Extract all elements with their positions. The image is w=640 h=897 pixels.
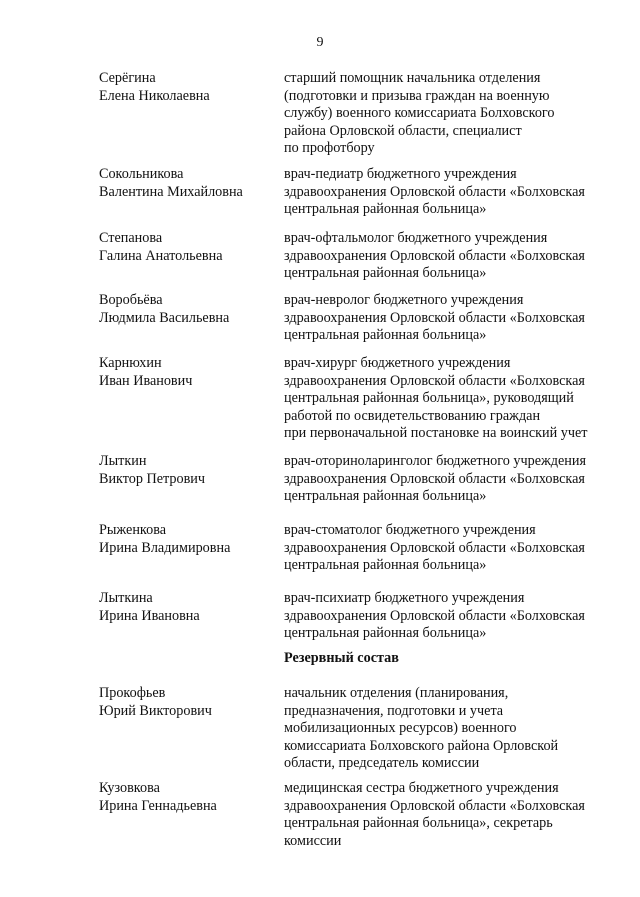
role-line: центральная районная больница»	[284, 625, 487, 642]
member-surname: Воробьёва	[99, 292, 163, 308]
member-surname: Карнюхин	[99, 355, 162, 371]
page-number: 9	[316, 35, 324, 50]
role-line: здравоохранения Орловской области «Болховская	[284, 309, 585, 326]
role-line: врач-невролог бюджетного учреждения	[284, 292, 524, 308]
member-name	[99, 230, 279, 265]
role-line: врач-стоматолог бюджетного учреждения	[284, 522, 536, 538]
member-name	[99, 292, 279, 327]
member-surname: Прокофьев	[99, 685, 166, 701]
member-name	[99, 166, 279, 201]
role-line: центральная районная больница», руководящий	[284, 390, 574, 407]
member-surname: Лыткин	[99, 453, 147, 469]
member-role	[284, 230, 624, 283]
member-given-names: Ирина Ивановна	[99, 607, 200, 624]
member-surname: Сокольникова	[99, 166, 184, 182]
role-line: (подготовки и призыва граждан на военную	[284, 87, 550, 104]
member-role	[284, 453, 624, 506]
member-given-names: Юрий Викторович	[99, 702, 212, 719]
role-line: комиссариата Болховского района Орловской	[284, 737, 559, 754]
member-given-names: Иван Иванович	[99, 372, 193, 389]
role-line: здравоохранения Орловской области «Болховская	[284, 372, 585, 389]
member-surname: Кузовкова	[99, 780, 160, 796]
member-surname: Рыженкова	[99, 522, 167, 538]
role-line: предназначения, подготовки и учета	[284, 702, 504, 719]
member-name	[99, 522, 279, 557]
role-line: здравоохранения Орловской области «Болховская	[284, 539, 585, 556]
member-role	[284, 355, 624, 443]
reserve-section-heading: Резервный состав	[284, 650, 399, 666]
member-role	[284, 522, 624, 575]
member-given-names: Виктор Петрович	[99, 470, 206, 487]
member-surname: Лыткина	[99, 590, 153, 606]
role-line: центральная районная больница»	[284, 201, 487, 218]
member-role	[284, 292, 624, 345]
role-line: комиссии	[284, 832, 342, 849]
role-line: здравоохранения Орловской области «Болховская	[284, 470, 585, 487]
member-name	[99, 590, 279, 625]
role-line: центральная районная больница»	[284, 265, 487, 282]
role-line: области, председатель комиссии	[284, 755, 480, 772]
member-role	[284, 780, 624, 850]
role-line: мобилизационных ресурсов) военного	[284, 720, 517, 737]
member-name	[99, 780, 279, 815]
role-line: по профотбору	[284, 140, 375, 157]
role-line: здравоохранения Орловской области «Болховская	[284, 797, 585, 814]
role-line: службу) военного комиссариата Болховского	[284, 105, 555, 122]
role-line: врач-оториноларинголог бюджетного учреждения	[284, 453, 587, 469]
role-line: центральная районная больница»	[284, 327, 487, 344]
role-line: врач-офтальмолог бюджетного учреждения	[284, 230, 548, 246]
member-name	[99, 70, 279, 105]
member-given-names: Галина Анатольевна	[99, 247, 223, 264]
role-line: центральная районная больница»	[284, 557, 487, 574]
member-role	[284, 590, 624, 643]
member-given-names: Ирина Геннадьевна	[99, 797, 217, 814]
member-name	[99, 355, 279, 390]
member-given-names: Валентина Михайловна	[99, 183, 243, 200]
member-given-names: Ирина Владимировна	[99, 539, 231, 556]
role-line: старший помощник начальника отделения	[284, 70, 541, 86]
role-line: начальник отделения (планирования,	[284, 685, 509, 701]
role-line: врач-хирург бюджетного учреждения	[284, 355, 511, 371]
role-line: медицинская сестра бюджетного учреждения	[284, 780, 559, 796]
member-surname: Степанова	[99, 230, 163, 246]
member-role	[284, 685, 624, 773]
member-name	[99, 685, 279, 720]
member-role	[284, 166, 624, 219]
member-role	[284, 70, 624, 158]
role-line: района Орловской области, специалист	[284, 122, 522, 139]
member-given-names: Елена Николаевна	[99, 87, 210, 104]
role-line: центральная районная больница»	[284, 488, 487, 505]
role-line: центральная районная больница», секретарь	[284, 815, 553, 832]
role-line: врач-педиатр бюджетного учреждения	[284, 166, 517, 182]
role-line: здравоохранения Орловской области «Болховская	[284, 607, 585, 624]
member-surname: Серёгина	[99, 70, 156, 86]
role-line: врач-психиатр бюджетного учреждения	[284, 590, 525, 606]
role-line: здравоохранения Орловской области «Болховская	[284, 247, 585, 264]
role-line: при первоначальной постановке на воинский учет	[284, 425, 588, 442]
role-line: здравоохранения Орловской области «Болховская	[284, 183, 585, 200]
role-line: работой по освидетельствованию граждан	[284, 407, 541, 424]
member-given-names: Людмила Васильевна	[99, 309, 230, 326]
member-name	[99, 453, 279, 488]
